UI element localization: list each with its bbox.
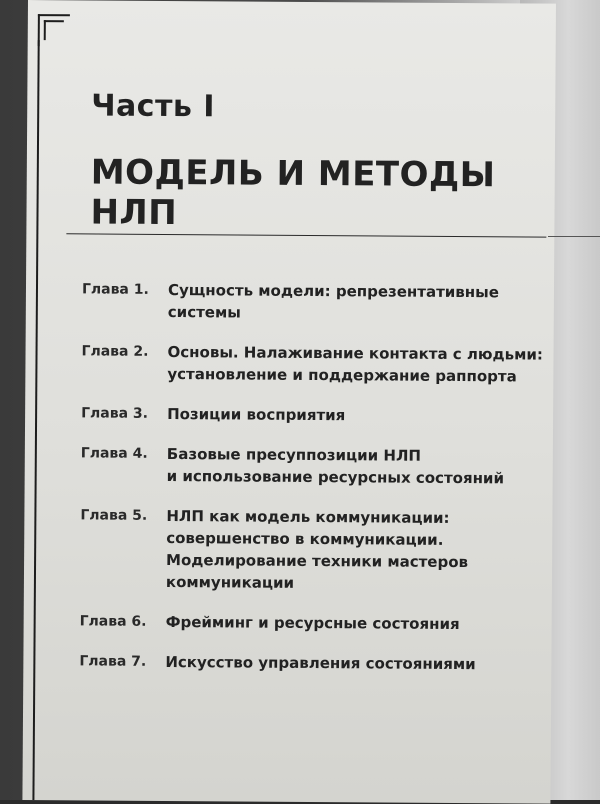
chapter-label: Глава 3. xyxy=(81,405,149,422)
chapter-title-line: коммуникации xyxy=(165,572,295,592)
chapter-title-line: Искусство управления состояниями xyxy=(165,652,476,674)
chapter-title-line: Сущность модели: репрезентативные xyxy=(167,280,499,302)
chapter-title-line: Фрейминг и ресурсные состояния xyxy=(165,612,460,634)
chapter-title-line: установление и поддержание раппорта xyxy=(167,364,517,386)
toc-item-chapter-7 xyxy=(79,650,549,675)
chapter-title xyxy=(166,505,551,596)
chapter-title xyxy=(166,611,550,636)
chapter-label: Глава 7. xyxy=(79,653,147,670)
chapter-title-line: и использование ресурсных состояний xyxy=(166,466,505,488)
chapter-title-line: Основы. Налаживание контакта с людьми: xyxy=(167,342,543,364)
toc-item-chapter-3 xyxy=(81,402,551,427)
toc-item-chapter-4 xyxy=(81,442,551,489)
chapter-title-line: совершенство в коммуникации. xyxy=(166,528,444,549)
part-title: МОДЕЛЬ И МЕТОДЫ НЛП xyxy=(90,152,496,234)
book-page xyxy=(22,0,556,804)
toc-item-chapter-5 xyxy=(80,504,551,595)
chapter-label: Глава 1. xyxy=(81,281,149,298)
chapter-title xyxy=(167,341,551,388)
chapter-title-line: Базовые пресуппозиции НЛП xyxy=(166,444,422,465)
toc-item-chapter-1 xyxy=(82,278,552,325)
chapter-title-line: Позиции восприятия xyxy=(167,404,346,425)
divider-continuation xyxy=(548,236,600,237)
frame-corner-inner-ornament xyxy=(44,20,64,40)
chapter-title-line: Моделирование техники мастеров xyxy=(166,550,469,572)
toc-item-chapter-6 xyxy=(80,610,550,635)
chapter-title-line: НЛП как модель коммуникации: xyxy=(166,506,450,527)
chapter-title xyxy=(167,443,551,490)
part-label: Часть I xyxy=(91,88,216,125)
chapter-label: Глава 2. xyxy=(81,343,149,360)
chapter-title-line: системы xyxy=(167,302,241,322)
chapter-label: Глава 4. xyxy=(80,445,148,462)
toc-item-chapter-2 xyxy=(81,340,551,387)
table-of-contents xyxy=(79,278,552,693)
chapter-title xyxy=(167,403,551,428)
chapter-title xyxy=(168,279,552,326)
chapter-label: Глава 6. xyxy=(79,613,147,630)
frame-left-border xyxy=(32,40,39,800)
chapter-title xyxy=(165,651,549,676)
chapter-label: Глава 5. xyxy=(80,507,148,524)
